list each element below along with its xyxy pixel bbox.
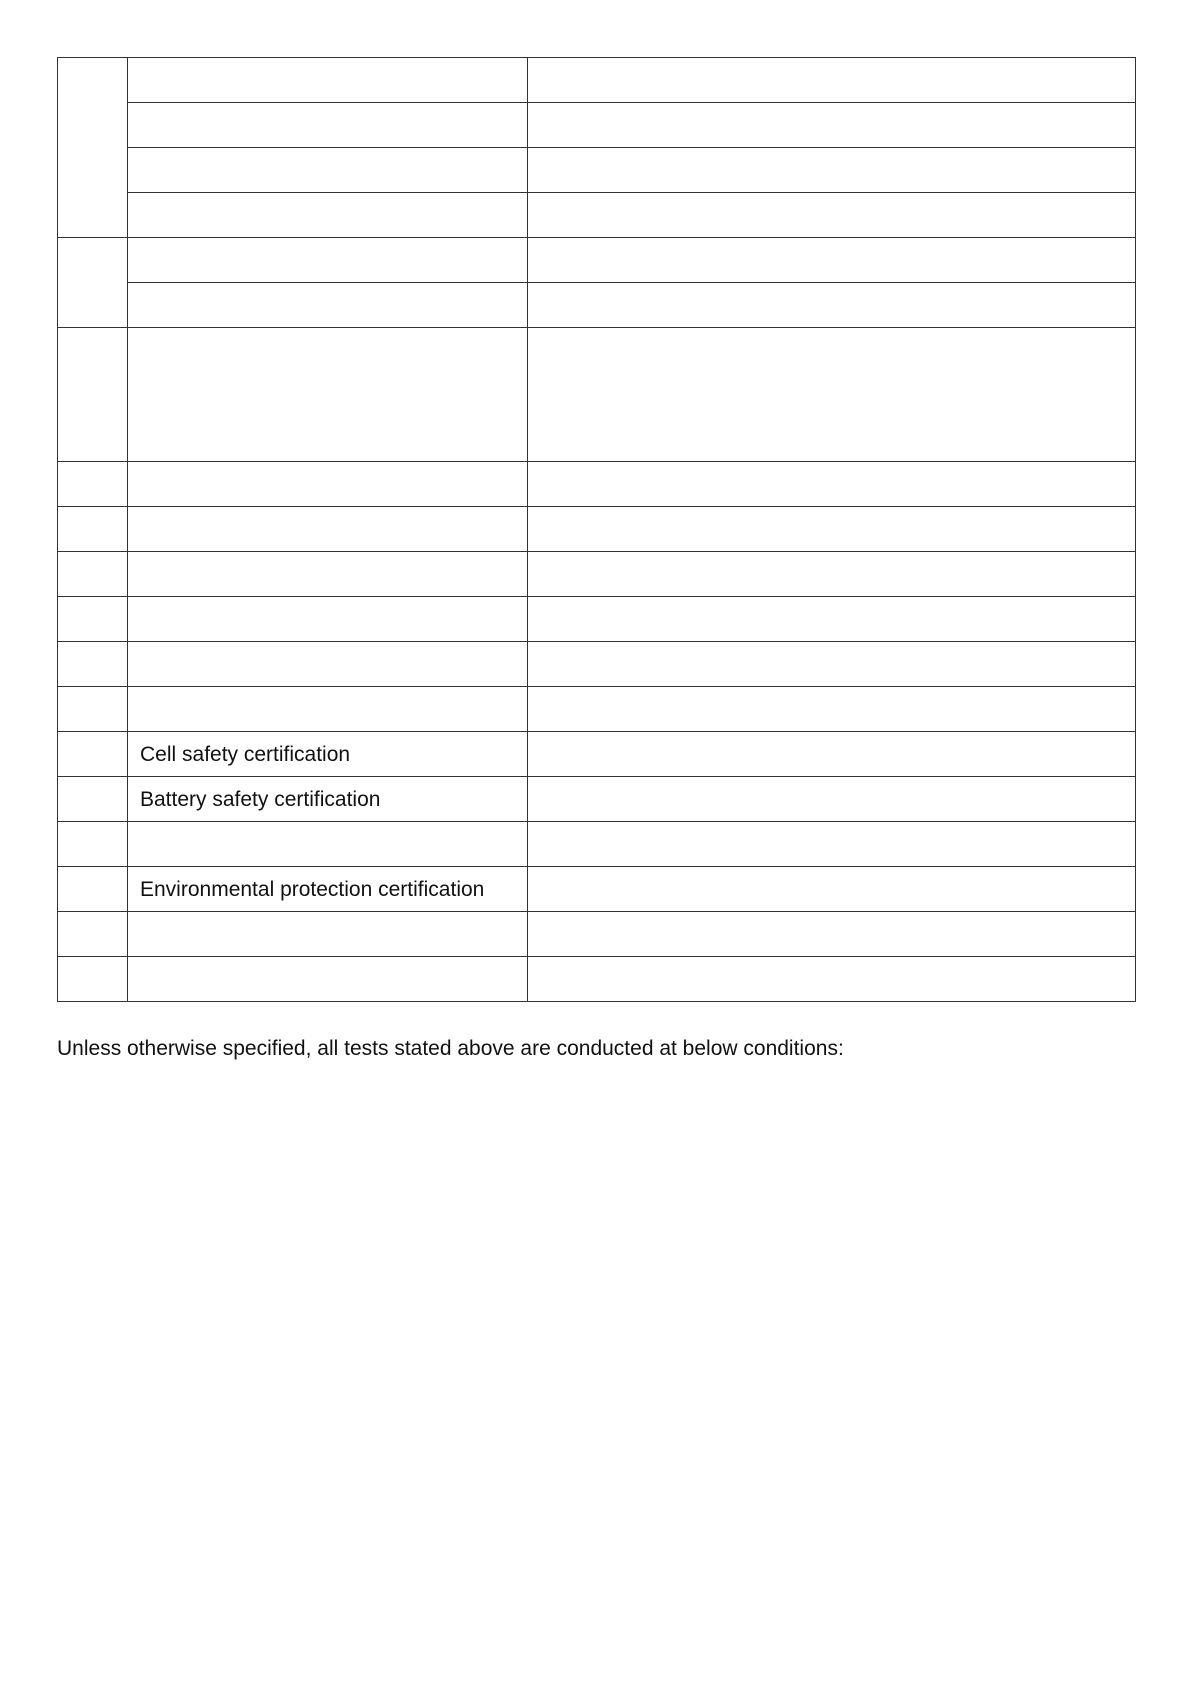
item-cell: Battery safety certification — [128, 777, 528, 822]
table-row — [58, 283, 1136, 328]
value-cell — [528, 912, 1136, 957]
row-number-cell — [58, 777, 128, 822]
item-cell — [128, 507, 528, 552]
value-cell — [528, 777, 1136, 822]
item-cell — [128, 822, 528, 867]
value-cell — [528, 58, 1136, 103]
item-cell — [128, 283, 528, 328]
item-cell — [128, 552, 528, 597]
value-cell — [528, 193, 1136, 238]
item-cell — [128, 957, 528, 1002]
table-row — [58, 867, 1136, 912]
item-cell — [128, 193, 528, 238]
value-cell — [528, 867, 1136, 912]
item-cell: Cell safety certification — [128, 732, 528, 777]
row-number-cell — [58, 552, 128, 597]
value-cell — [528, 642, 1136, 687]
value-cell — [528, 687, 1136, 732]
row-number-cell — [58, 507, 128, 552]
table-row — [58, 552, 1136, 597]
row-number-cell — [58, 687, 128, 732]
value-cell — [528, 148, 1136, 193]
table-row — [58, 238, 1136, 283]
table-row — [58, 732, 1136, 777]
table-row — [58, 687, 1136, 732]
table-row — [58, 642, 1136, 687]
value-cell — [528, 957, 1136, 1002]
value-cell — [528, 552, 1136, 597]
row-number-cell — [58, 238, 128, 328]
value-cell — [528, 103, 1136, 148]
test-conditions-note: Unless otherwise specified, all tests stated above are conducted at below conditions: — [57, 1037, 844, 1060]
row-number-cell — [58, 58, 128, 238]
row-number-cell — [58, 328, 128, 462]
row-number-cell — [58, 912, 128, 957]
item-cell: Environmental protection certification — [128, 867, 528, 912]
table-row — [58, 328, 1136, 462]
table-row — [58, 103, 1136, 148]
item-cell — [128, 597, 528, 642]
row-number-cell — [58, 867, 128, 912]
value-cell — [528, 462, 1136, 507]
item-cell — [128, 58, 528, 103]
table-row — [58, 912, 1136, 957]
item-cell — [128, 238, 528, 283]
value-cell — [528, 328, 1136, 462]
item-cell — [128, 687, 528, 732]
table-row — [58, 58, 1136, 103]
row-number-cell — [58, 822, 128, 867]
table-row — [58, 597, 1136, 642]
item-cell — [128, 642, 528, 687]
row-number-cell — [58, 732, 128, 777]
item-cell — [128, 148, 528, 193]
value-cell — [528, 732, 1136, 777]
row-number-cell — [58, 597, 128, 642]
row-number-cell — [58, 642, 128, 687]
value-cell — [528, 822, 1136, 867]
value-cell — [528, 238, 1136, 283]
table-row — [58, 507, 1136, 552]
row-number-cell — [58, 957, 128, 1002]
table-row — [58, 822, 1136, 867]
table-row — [58, 777, 1136, 822]
specification-table — [57, 57, 1136, 1002]
item-cell — [128, 912, 528, 957]
table-row — [58, 148, 1136, 193]
item-cell — [128, 462, 528, 507]
table-row — [58, 957, 1136, 1002]
item-cell — [128, 328, 528, 462]
item-cell — [128, 103, 528, 148]
value-cell — [528, 283, 1136, 328]
row-number-cell — [58, 462, 128, 507]
table-row — [58, 462, 1136, 507]
value-cell — [528, 597, 1136, 642]
table-row — [58, 193, 1136, 238]
value-cell — [528, 507, 1136, 552]
